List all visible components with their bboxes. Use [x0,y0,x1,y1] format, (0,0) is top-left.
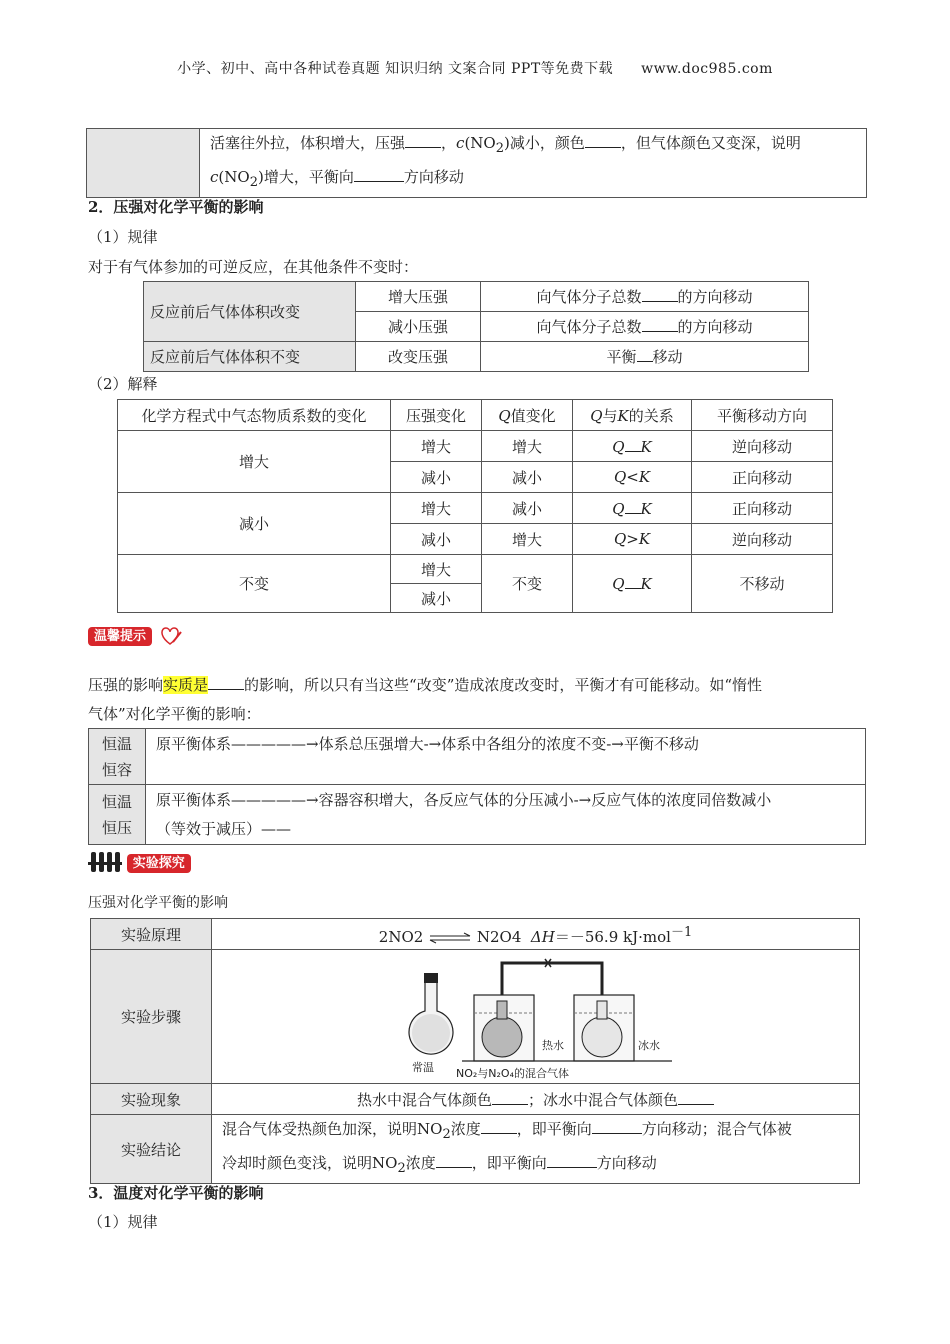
explain-group-decrease: 减小 [118,493,391,555]
exp-phenomenon-label: 实验现象 [91,1084,212,1115]
inert-r1-text: 原平衡体系—————→体系总压强增大-→体系中各组分的浓度不变-→平衡不移动 [146,729,866,785]
top-table [86,128,867,198]
explain-r3-q: 减小 [482,493,573,524]
apparatus-figure [212,951,856,1083]
explain-table [117,399,833,613]
experiment-title: 压强对化学平衡的影响 [88,895,228,911]
exp-steps-label: 实验步骤 [91,950,212,1084]
section2-sub2: （2）解释 [88,375,158,393]
inert-r2-text: 原平衡体系—————→容器容积增大，各反应气体的分压减小-→反应气体的浓度同倍数减小 （等效于减压）—— [146,785,866,845]
explain-r4-q: 增大 [482,524,573,555]
explain-r5-dir: 不移动 [692,555,833,613]
explain-r3-dir: 正向移动 [692,493,833,524]
explain-group-increase: 增大 [118,431,391,493]
section2-sub1: （1）规律 [88,228,158,246]
explain-r4-pressure: 减小 [391,524,482,555]
tip-text: 压强的影响实质是 的影响，所以只有当这些“改变”造成浓度改变时，平衡才有可能移动。如“惰性 气体”对化学平衡的影响： [88,676,763,723]
flask-hot [482,1017,522,1057]
section3-sub1: （1）规律 [88,1213,158,1231]
inert-table [88,728,866,845]
explain-r3-pressure: 增大 [391,493,482,524]
tip-badge: 温馨提示 [88,624,183,648]
connecting-tube [502,963,602,995]
explain-r1-rel: Q K [573,431,692,462]
explain-header-change: 化学方程式中气态物质系数的变化 [118,400,391,431]
section2-intro: 对于有气体参加的可逆反应，在其他条件不变时： [88,258,419,276]
rule-row1-label: 反应前后气体体积改变 [144,282,356,342]
explain-group-unchanged: 不变 [118,555,391,613]
rule-row1b-result: 向气体分子总数 的方向移动 [481,312,809,342]
header-site[interactable]: www.doc985.com [641,61,773,77]
flask-ice [582,1017,622,1057]
experiment-table [90,918,860,1184]
label-hot-water: 热水 [542,1038,564,1052]
explain-r3-rel: Q K [573,493,692,524]
explain-r1-q: 增大 [482,431,573,462]
exp-principle-equation: 2NO2 N2O4 ΔH＝－56.9 kJ·mol$^{-1}$ [212,919,860,950]
explain-header-pressure: 压强变化 [391,400,482,431]
stopper-icon [424,973,438,983]
explain-r1-pressure: 增大 [391,431,482,462]
test-tubes-icon [88,848,122,878]
exp-steps-figure-cell [212,950,860,1084]
label-gas-mixture: NO₂与N₂O₄的混合气体 [456,1066,570,1080]
rule-row1a-cond: 增大压强 [356,282,481,312]
exp-conclusion-label: 实验结论 [91,1115,212,1184]
explain-r2-q: 减小 [482,462,573,493]
label-ice-water: 冰水 [638,1038,660,1052]
heart-pen-icon [157,624,183,648]
header-text: 小学、初中、高中各种试卷真题 知识归纳 文案合同 PPT等免费下载 [177,61,614,77]
top-table-label-cell [87,129,200,198]
explain-r2-dir: 正向移动 [692,462,833,493]
explain-r5-rel: Q K [573,555,692,613]
exp-phenomenon-text: 热水中混合气体颜色 ；冰水中混合气体颜色 [212,1084,860,1115]
inert-r1-label: 恒温 恒容 [89,729,146,785]
rule-table [143,281,809,372]
rule-row2-cond: 改变压强 [356,342,481,372]
explain-r5-pressure: 增大 [391,555,482,584]
experiment-badge: 实验探究 [88,848,191,878]
explain-r6-pressure: 减小 [391,584,482,613]
inert-r2-label: 恒温 恒压 [89,785,146,845]
section2-title: 2．压强对化学平衡的影响 [88,198,264,216]
rule-row1a-result: 向气体分子总数 的方向移动 [481,282,809,312]
equilibrium-arrow-icon [428,932,472,944]
explain-header-q: Q值变化 [482,400,573,431]
exp-principle-label: 实验原理 [91,919,212,950]
exp-conclusion-text: 混合气体受热颜色加深，说明$NO_2$浓度 ，即平衡向 方向移动；混合气体被 冷却时颜色变浅，说明$NO_2$浓度 ，即平衡向 方向移动 [212,1115,860,1184]
explain-r1-dir: 逆向移动 [692,431,833,462]
explain-r5-q: 不变 [482,555,573,613]
explain-header-direction: 平衡移动方向 [692,400,833,431]
explain-r4-dir: 逆向移动 [692,524,833,555]
rule-row2-label: 反应前后气体体积不变 [144,342,356,372]
top-table-text-cell: 活塞往外拉，体积增大，压强 ，$c(NO_2)$减小，颜色 ，但气体颜色又变深，说明 $c(NO_2)$增大，平衡向 方向移动 [200,129,867,198]
explain-r4-rel: Q>K [573,524,692,555]
explain-r2-rel: Q<K [573,462,692,493]
explain-r2-pressure: 减小 [391,462,482,493]
page-header [0,58,950,78]
rule-row1b-cond: 减小压强 [356,312,481,342]
explain-header-qk: Q与K的关系 [573,400,692,431]
section3-title: 3．温度对化学平衡的影响 [88,1184,264,1202]
rule-row2-result: 平衡 移动 [481,342,809,372]
label-normal-temp: 常温 [412,1060,434,1074]
